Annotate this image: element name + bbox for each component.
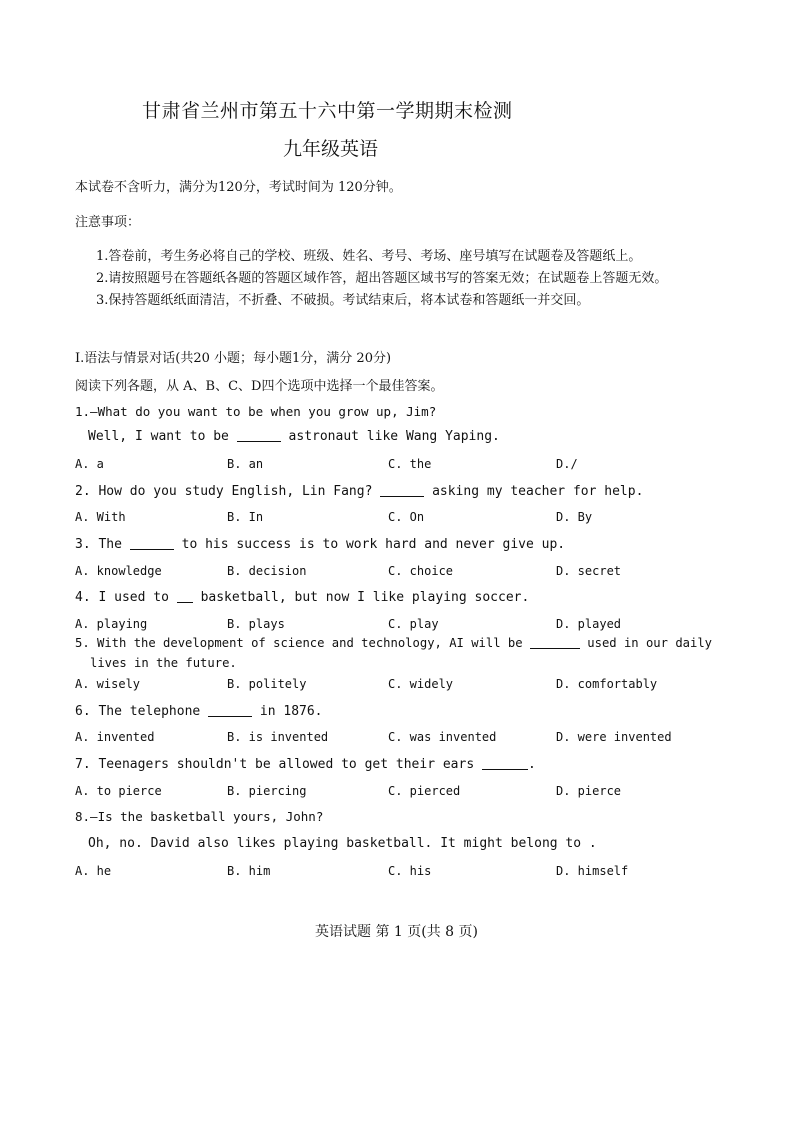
option-c: C. widely [388, 677, 454, 691]
option-a: A. playing [75, 617, 148, 631]
question-8-line2: Oh, no. David also likes playing basketball. It might belong to . [88, 836, 597, 851]
option-a: A. wisely [75, 677, 141, 691]
option-c: C. was invented [388, 730, 497, 744]
option-b: B. an [227, 457, 264, 471]
option-b: B. him [227, 864, 271, 878]
option-d: D. secret [556, 564, 622, 578]
option-a: A. he [75, 864, 112, 878]
answer-blank [237, 428, 281, 442]
option-c: C. the [388, 457, 432, 471]
option-b: B. plays [227, 617, 285, 631]
option-d: D. By [556, 510, 593, 524]
exam-subtitle: 九年级英语 [283, 138, 379, 160]
option-a: A. to pierce [75, 784, 162, 798]
section-title: Ⅰ.语法与情景对话(共20 小题；每小题1分，满分 20分) [75, 351, 392, 366]
note-item: 2.请按照题号在答题纸各题的答题区域作答，超出答题区域书写的答案无效；在试题卷上答题无效。 [96, 271, 668, 286]
answer-blank [208, 703, 252, 717]
option-a: A. invented [75, 730, 155, 744]
note-item: 1.答卷前，考生务必将自己的学校、班级、姓名、考号、考场、座号填写在试题卷及答题纸上。 [96, 249, 642, 264]
note-item: 3.保持答题纸纸面清洁，不折叠、不破损。考试结束后，将本试卷和答题纸一并交回。 [96, 293, 590, 308]
option-d: D. were invented [556, 730, 672, 744]
option-b: B. politely [227, 677, 307, 691]
page-footer: 英语试题 第 1 页(共 8 页) [315, 924, 478, 940]
option-c: C. choice [388, 564, 454, 578]
option-c: C. play [388, 617, 439, 631]
question-2-stem: 2. How do you study English, Lin Fang? asking my teacher for help. [75, 484, 644, 499]
question-5-line2: lives in the future. [90, 656, 237, 670]
exam-intro: 本试卷不含听力，满分为120分，考试时间为 120分钟。 [75, 180, 402, 195]
option-c: C. pierced [388, 784, 461, 798]
question-4-stem: 4. I used to basketball, but now I like playing soccer. [75, 590, 530, 605]
option-b: B. decision [227, 564, 307, 578]
option-b: B. In [227, 510, 264, 524]
option-d: D. played [556, 617, 622, 631]
option-a: A. knowledge [75, 564, 162, 578]
question-5-stem: 5. With the development of science and technology, AI will be used in our daily [75, 636, 713, 651]
answer-blank [482, 756, 528, 770]
option-d: D. comfortably [556, 677, 658, 691]
question-3-stem: 3. The to his success is to work hard and never give up. [75, 537, 566, 552]
exam-title: 甘肃省兰州市第五十六中第一学期期末检测 [142, 100, 513, 122]
section-instruction: 阅读下列各题，从 A、B、C、D四个选项中选择一个最佳答案。 [75, 379, 444, 394]
question-8-stem: 8.—Is the basketball yours, John? [75, 809, 324, 824]
option-a: A. With [75, 510, 126, 524]
option-d: D./ [556, 457, 578, 471]
answer-blank [130, 536, 174, 550]
answer-blank [177, 589, 193, 603]
question-1-stem: 1.—What do you want to be when you grow up, Jim? [75, 404, 437, 419]
notes-heading: 注意事项： [75, 215, 141, 230]
option-d: D. himself [556, 864, 629, 878]
option-b: B. is invented [227, 730, 329, 744]
answer-blank [530, 636, 580, 649]
option-c: C. On [388, 510, 425, 524]
question-7-stem: 7. Teenagers shouldn't be allowed to get their ears . [75, 757, 536, 772]
answer-blank [380, 483, 424, 497]
option-c: C. his [388, 864, 432, 878]
option-b: B. piercing [227, 784, 307, 798]
question-1-line2: Well, I want to be astronaut like Wang Yaping. [88, 429, 500, 444]
option-d: D. pierce [556, 784, 622, 798]
option-a: A. a [75, 457, 104, 471]
question-6-stem: 6. The telephone in 1876. [75, 704, 323, 719]
